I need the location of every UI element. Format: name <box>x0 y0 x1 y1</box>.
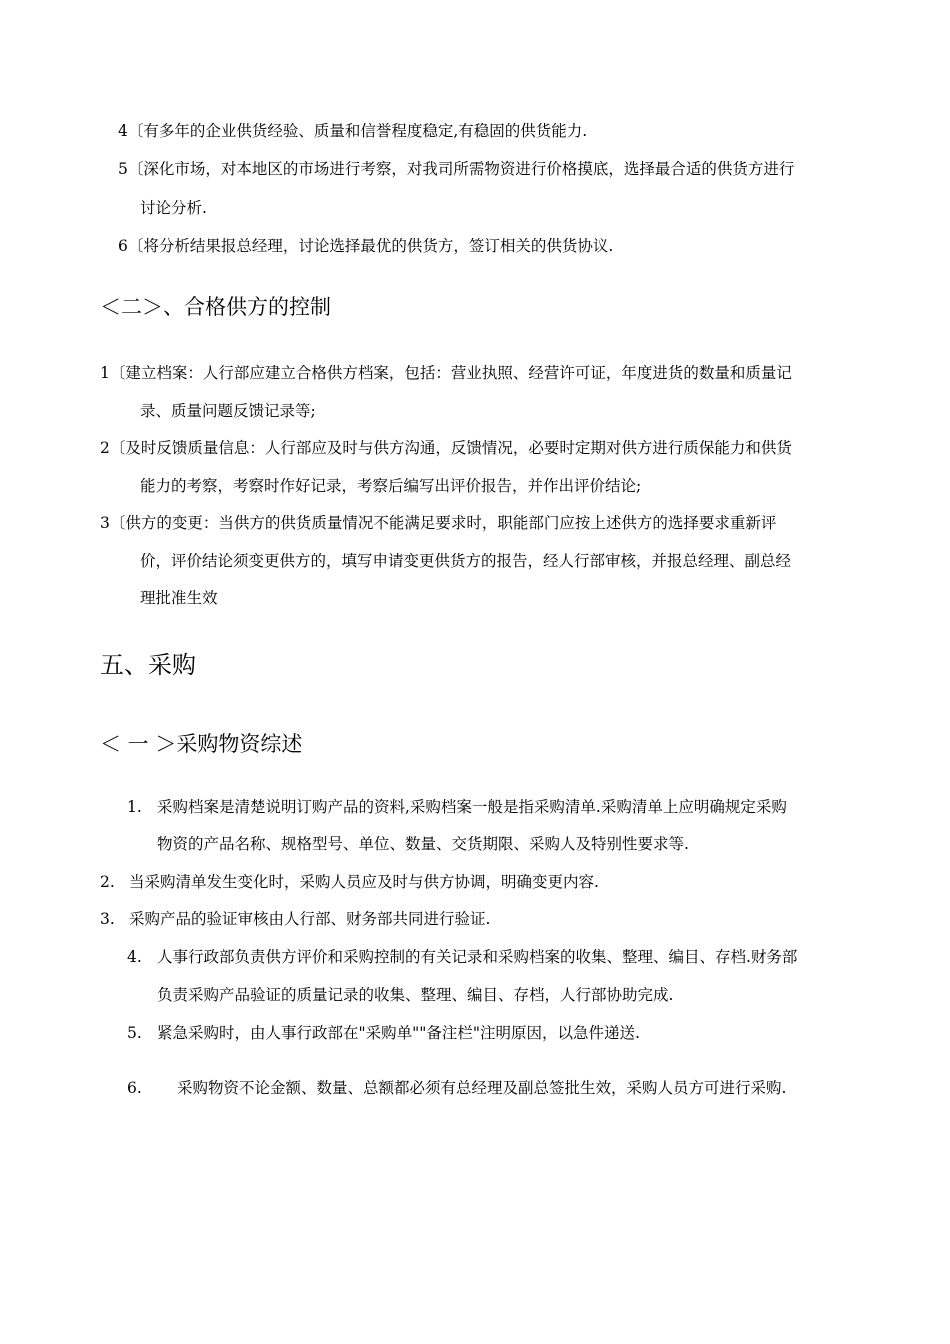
list-item-continuation: 录、质量问题反馈记录等; <box>140 402 316 420</box>
list-item <box>100 908 490 930</box>
list-item <box>127 946 797 968</box>
item-number: 5. <box>127 1024 142 1042</box>
item-text: 〔深化市场，对本地区的市场进行考察，对我司所需物资进行价格摸底，选择最合适的供货方进行 <box>127 160 795 178</box>
list-item-continuation: 价，评价结论须变更供方的，填写申请变更供货方的报告，经人行部审核，并报总经理、副总经 <box>140 552 792 570</box>
list-item-continuation: 讨论分析. <box>140 199 207 217</box>
item-text: 当采购清单发生变化时，采购人员应及时与供方协调，明确变更内容. <box>129 873 599 891</box>
item-text: 〔有多年的企业供货经验、质量和信誉程度稳定,有稳固的供货能力. <box>127 122 588 140</box>
list-item <box>118 120 587 142</box>
list-item <box>100 871 599 893</box>
item-text: 〔供方的变更：当供方的供货质量情况不能满足要求时，职能部门应按上述供方的选择要求重新评 <box>109 514 777 532</box>
item-number: 6. <box>127 1079 142 1097</box>
list-item <box>127 1077 786 1099</box>
list-item <box>127 1022 640 1044</box>
item-text: 〔将分析结果报总经理，讨论选择最优的供货方，签订相关的供货协议. <box>127 237 614 255</box>
list-item <box>118 235 613 257</box>
item-number: 6 <box>118 237 128 255</box>
item-number: 4. <box>127 948 142 966</box>
list-item <box>118 158 794 180</box>
item-number: 3. <box>100 910 115 928</box>
item-text: 紧急采购时，由人事行政部在"采购单""备注栏"注明原因，以急件递送. <box>157 1024 640 1042</box>
section-heading: ＜ 一 ＞采购物资综述 <box>100 732 303 756</box>
item-number: 4 <box>118 122 128 140</box>
list-item-continuation: 理批准生效 <box>140 589 218 607</box>
list-item <box>100 362 792 384</box>
list-item-continuation: 负责采购产品验证的质量记录的收集、整理、编目、存档，人行部协助完成. <box>157 986 674 1004</box>
list-item <box>100 512 776 534</box>
item-text: 〔及时反馈质量信息：人行部应及时与供方沟通，反馈情况，必要时定期对供方进行质保能力和供货 <box>109 439 792 457</box>
list-item <box>127 796 787 818</box>
item-number: 2. <box>100 873 115 891</box>
item-number: 1. <box>127 798 142 816</box>
item-number: 3 <box>100 514 110 532</box>
item-number: 1 <box>100 364 110 382</box>
list-item-continuation: 物资的产品名称、规格型号、单位、数量、交货期限、采购人及特别性要求等. <box>157 835 689 853</box>
item-number: 5 <box>118 160 128 178</box>
item-number: 2 <box>100 439 110 457</box>
item-text: 人事行政部负责供方评价和采购控制的有关记录和采购档案的收集、整理、编目、存档.财务部 <box>157 948 798 966</box>
item-text: 采购档案是清楚说明订购产品的资料,采购档案一般是指采购清单.采购清单上应明确规定采购 <box>157 798 787 816</box>
section-heading: ＜二＞、合格供方的控制 <box>100 295 331 319</box>
list-item <box>100 437 792 459</box>
item-text: 采购产品的验证审核由人行部、财务部共同进行验证. <box>129 910 491 928</box>
list-item-continuation: 能力的考察，考察时作好记录，考察后编写出评价报告，并作出评价结论; <box>140 477 642 495</box>
item-text: 采购物资不论金额、数量、总额都必须有总经理及副总签批生效，采购人员方可进行采购. <box>177 1079 787 1097</box>
chapter-heading: 五、采购 <box>100 651 196 679</box>
item-text: 〔建立档案：人行部应建立合格供方档案，包括：营业执照、经营许可证，年度进货的数量和质量记 <box>109 364 792 382</box>
